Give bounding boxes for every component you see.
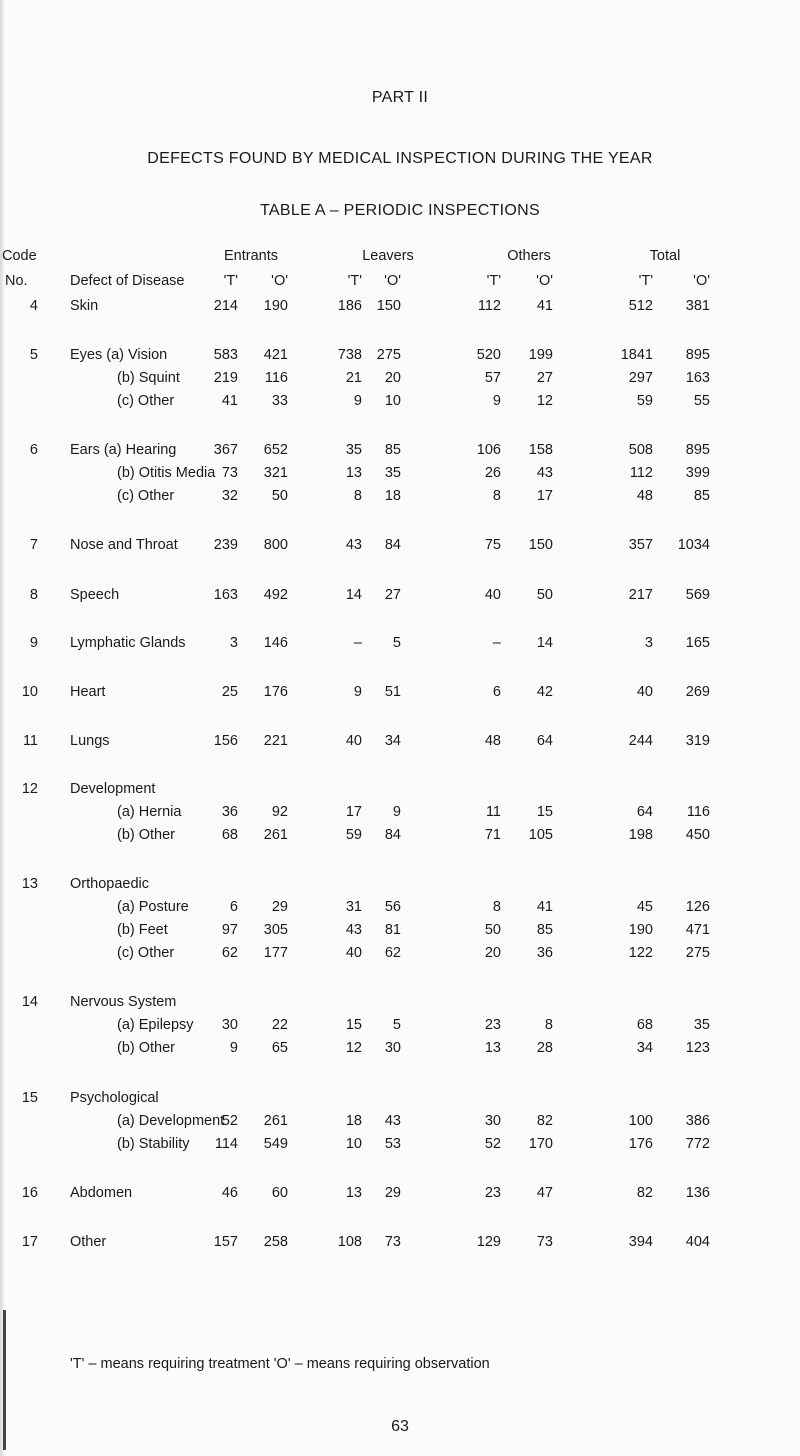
- table-cell: 3: [229, 635, 238, 651]
- table-cell: 84: [384, 537, 401, 553]
- table-cell: 176: [628, 1136, 653, 1152]
- table-cell: 219: [213, 370, 238, 386]
- table-cell: 198: [628, 827, 653, 843]
- table-cell: 17: [536, 488, 553, 504]
- row-code: 12: [21, 781, 38, 797]
- table-cell: –: [353, 635, 362, 651]
- table-cell: 48: [636, 488, 653, 504]
- table-cell: 97: [221, 922, 238, 938]
- row-label: (b) Squint: [117, 370, 180, 386]
- table-cell: 46: [221, 1185, 238, 1201]
- table-cell: 30: [221, 1017, 238, 1033]
- table-cell: 23: [484, 1017, 501, 1033]
- table-cell: 6: [229, 899, 238, 915]
- table-cell: 1034: [677, 537, 710, 553]
- table-cell: 26: [484, 465, 501, 481]
- row-label: Abdomen: [70, 1185, 133, 1201]
- table-cell: 51: [384, 684, 401, 700]
- table-cell: 549: [263, 1136, 288, 1152]
- table-cell: 105: [528, 827, 553, 843]
- table-cell: 56: [384, 899, 401, 915]
- table-cell: 11: [485, 804, 501, 820]
- row-code: 9: [29, 635, 38, 651]
- defect-header: Defect of Disease: [70, 273, 185, 289]
- table-cell: 30: [484, 1113, 501, 1129]
- table-cell: 772: [685, 1136, 710, 1152]
- table-cell: 82: [636, 1185, 653, 1201]
- table-cell: 116: [264, 370, 288, 386]
- table-cell: 275: [376, 347, 401, 363]
- table-cell: 508: [628, 442, 653, 458]
- table-cell: 800: [263, 537, 288, 553]
- table-cell: 8: [492, 488, 501, 504]
- table-cell: 52: [221, 1113, 238, 1129]
- table-cell: 47: [536, 1185, 553, 1201]
- table-cell: 199: [528, 347, 553, 363]
- table-cell: 367: [213, 442, 238, 458]
- subcol-header: 'O': [536, 273, 553, 289]
- table-cell: 165: [685, 635, 710, 651]
- table-cell: 23: [484, 1185, 501, 1201]
- table-cell: 27: [536, 370, 553, 386]
- table-cell: 64: [636, 804, 653, 820]
- table-cell: 112: [629, 465, 653, 481]
- row-label: Eyes (a) Vision: [70, 347, 168, 363]
- table-cell: 214: [213, 298, 238, 314]
- table-cell: 68: [636, 1017, 653, 1033]
- table-cell: 569: [685, 587, 710, 603]
- table-cell: 73: [221, 465, 238, 481]
- table-cell: 244: [628, 733, 653, 749]
- row-label: Nose and Throat: [70, 537, 178, 553]
- table-cell: 42: [536, 684, 553, 700]
- table-cell: 84: [384, 827, 401, 843]
- subcol-header: 'T': [223, 273, 238, 289]
- row-code: 8: [29, 587, 38, 603]
- table-cell: 150: [376, 298, 401, 314]
- row-code: 5: [29, 347, 38, 363]
- table-cell: 22: [271, 1017, 288, 1033]
- table-cell: 82: [536, 1113, 553, 1129]
- table-cell: 170: [528, 1136, 553, 1152]
- table-cell: 40: [636, 684, 653, 700]
- table-cell: 13: [484, 1040, 501, 1056]
- part-heading: PART II: [371, 89, 429, 106]
- table-cell: 50: [271, 488, 288, 504]
- table-cell: 81: [384, 922, 401, 938]
- table-cell: 40: [484, 587, 501, 603]
- table-cell: 29: [271, 899, 288, 915]
- table-cell: 512: [628, 298, 653, 314]
- row-label: (b) Other: [117, 1040, 176, 1056]
- page-number: 63: [391, 1418, 409, 1435]
- table-cell: 29: [384, 1185, 401, 1201]
- table-cell: 258: [263, 1234, 288, 1250]
- subcol-header: 'O': [271, 273, 288, 289]
- table-cell: 12: [345, 1040, 362, 1056]
- row-code: 17: [21, 1234, 38, 1250]
- row-code: 16: [21, 1185, 38, 1201]
- table-cell: 55: [693, 393, 710, 409]
- table-cell: 158: [528, 442, 553, 458]
- table-cell: 9: [392, 804, 401, 820]
- table-cell: 85: [693, 488, 710, 504]
- table-cell: 177: [263, 945, 288, 961]
- table-cell: 9: [492, 393, 501, 409]
- row-label: (c) Other: [117, 945, 175, 961]
- table-cell: 399: [685, 465, 710, 481]
- table-cell: 27: [384, 587, 401, 603]
- table-cell: 297: [628, 370, 653, 386]
- table-cell: 75: [484, 537, 501, 553]
- table-cell: 64: [536, 733, 553, 749]
- row-label: Development: [70, 781, 156, 797]
- subcol-header: 'O': [384, 273, 401, 289]
- table-cell: 6: [492, 684, 501, 700]
- table-cell: 305: [263, 922, 288, 938]
- table-cell: 41: [221, 393, 238, 409]
- table-cell: 13: [345, 465, 362, 481]
- table-cell: 34: [384, 733, 401, 749]
- table-cell: 150: [528, 537, 553, 553]
- group-header-leavers: Leavers: [362, 248, 414, 264]
- table-cell: 59: [345, 827, 362, 843]
- row-label: Psychological: [70, 1090, 159, 1106]
- table-cell: 176: [263, 684, 288, 700]
- row-label: Heart: [70, 684, 106, 700]
- table-cell: 895: [685, 347, 710, 363]
- table-cell: 15: [536, 804, 553, 820]
- code-header: Code: [2, 248, 37, 264]
- subcol-header: 'T': [638, 273, 653, 289]
- table-cell: 13: [345, 1185, 362, 1201]
- table-cell: 8: [492, 899, 501, 915]
- table-cell: 146: [263, 635, 288, 651]
- table-cell: 73: [384, 1234, 401, 1250]
- table-cell: 50: [536, 587, 553, 603]
- table-cell: 116: [686, 804, 710, 820]
- table-cell: 20: [384, 370, 401, 386]
- table-cell: 471: [685, 922, 710, 938]
- row-label: Lungs: [70, 733, 110, 749]
- row-code: 4: [29, 298, 38, 314]
- table-cell: 62: [384, 945, 401, 961]
- table-cell: 895: [685, 442, 710, 458]
- table-cell: 122: [628, 945, 653, 961]
- table-cell: 18: [345, 1113, 362, 1129]
- table-cell: 386: [685, 1113, 710, 1129]
- table-cell: 28: [536, 1040, 553, 1056]
- table-cell: 36: [536, 945, 553, 961]
- page-title: DEFECTS FOUND BY MEDICAL INSPECTION DURING THE YEAR: [147, 150, 653, 167]
- table-subtitle: TABLE A – PERIODIC INSPECTIONS: [260, 202, 540, 219]
- table-cell: 5: [392, 635, 401, 651]
- table-cell: 43: [345, 537, 362, 553]
- group-header-total: Total: [649, 248, 681, 264]
- row-label: Orthopaedic: [70, 876, 149, 892]
- table-cell: 3: [644, 635, 653, 651]
- table-cell: 9: [229, 1040, 238, 1056]
- table-cell: 35: [384, 465, 401, 481]
- row-label: (c) Other: [117, 488, 175, 504]
- table-cell: 53: [384, 1136, 401, 1152]
- table-cell: 492: [263, 587, 288, 603]
- table-cell: 10: [345, 1136, 362, 1152]
- row-label: (b) Otitis Media: [117, 465, 216, 481]
- row-label: Other: [70, 1234, 107, 1250]
- row-code: 7: [29, 537, 38, 553]
- row-label: Skin: [70, 298, 99, 314]
- table-cell: 100: [628, 1113, 653, 1129]
- subcol-header: 'T': [486, 273, 501, 289]
- table-cell: 12: [536, 393, 553, 409]
- row-label: (b) Feet: [117, 922, 168, 938]
- table-cell: 5: [392, 1017, 401, 1033]
- table-cell: 52: [484, 1136, 501, 1152]
- table-cell: 35: [693, 1017, 710, 1033]
- table-cell: 321: [263, 465, 288, 481]
- table-cell: 114: [214, 1136, 238, 1152]
- table-cell: 129: [476, 1234, 501, 1250]
- table-cell: 112: [477, 298, 501, 314]
- row-label: (a) Hernia: [117, 804, 182, 820]
- table-cell: 157: [213, 1234, 238, 1250]
- table-cell: 71: [484, 827, 501, 843]
- table-cell: 68: [221, 827, 238, 843]
- table-cell: 17: [345, 804, 362, 820]
- footnote: 'T' – means requiring treatment 'O' – means requiring observation: [70, 1356, 490, 1372]
- row-label: (b) Stability: [117, 1136, 190, 1152]
- row-code: 13: [21, 876, 38, 892]
- code-no-header: No.: [5, 273, 28, 289]
- table-cell: 35: [345, 442, 362, 458]
- table-cell: 239: [213, 537, 238, 553]
- table-cell: 43: [384, 1113, 401, 1129]
- table-cell: 15: [345, 1017, 362, 1033]
- table-cell: 41: [536, 899, 553, 915]
- table-cell: 50: [484, 922, 501, 938]
- table-cell: 14: [536, 635, 553, 651]
- table-cell: 221: [263, 733, 288, 749]
- table-cell: 261: [263, 827, 288, 843]
- table-cell: 60: [271, 1185, 288, 1201]
- table-cell: 163: [213, 587, 238, 603]
- table-cell: 269: [685, 684, 710, 700]
- table-cell: 190: [628, 922, 653, 938]
- row-label: Speech: [70, 587, 120, 603]
- table-cell: 738: [337, 347, 362, 363]
- table-cell: 123: [685, 1040, 710, 1056]
- table-cell: 43: [536, 465, 553, 481]
- table-cell: 30: [384, 1040, 401, 1056]
- table-cell: 18: [384, 488, 401, 504]
- table-cell: 33: [271, 393, 288, 409]
- table-cell: 10: [384, 393, 401, 409]
- table-cell: 108: [337, 1234, 362, 1250]
- table-cell: 32: [221, 488, 238, 504]
- row-label: (a) Development: [117, 1113, 225, 1129]
- table-cell: 319: [685, 733, 710, 749]
- table-cell: 43: [345, 922, 362, 938]
- row-label: (c) Other: [117, 393, 175, 409]
- subcol-header: 'O': [693, 273, 710, 289]
- group-header-others: Others: [507, 248, 551, 264]
- table-cell: 9: [353, 393, 362, 409]
- table-cell: 21: [345, 370, 362, 386]
- table-cell: 34: [636, 1040, 653, 1056]
- table-cell: 41: [536, 298, 553, 314]
- table-cell: 156: [213, 733, 238, 749]
- table-cell: 59: [636, 393, 653, 409]
- table-cell: 186: [337, 298, 362, 314]
- table-cell: 190: [263, 298, 288, 314]
- table-cell: 136: [685, 1185, 710, 1201]
- table-cell: 45: [636, 899, 653, 915]
- table-cell: 652: [263, 442, 288, 458]
- table-cell: 48: [484, 733, 501, 749]
- table-cell: 163: [685, 370, 710, 386]
- table-cell: 92: [271, 804, 288, 820]
- table-cell: 14: [345, 587, 362, 603]
- table-cell: 275: [685, 945, 710, 961]
- table-cell: 8: [353, 488, 362, 504]
- table-cell: 85: [384, 442, 401, 458]
- table-cell: 40: [345, 733, 362, 749]
- subcol-header: 'T': [347, 273, 362, 289]
- table-cell: 40: [345, 945, 362, 961]
- table-cell: 36: [221, 804, 238, 820]
- row-label: Nervous System: [70, 994, 177, 1010]
- table-cell: 9: [353, 684, 362, 700]
- row-label: (a) Epilepsy: [117, 1017, 194, 1033]
- table-cell: 57: [484, 370, 501, 386]
- row-code: 15: [21, 1090, 38, 1106]
- table-cell: 126: [685, 899, 710, 915]
- table-cell: 421: [263, 347, 288, 363]
- table-cell: 106: [476, 442, 501, 458]
- row-label: Lymphatic Glands: [70, 635, 186, 651]
- table-cell: 20: [484, 945, 501, 961]
- table-cell: 1841: [620, 347, 653, 363]
- group-header-entrants: Entrants: [224, 248, 278, 264]
- table-cell: 8: [544, 1017, 553, 1033]
- row-code: 11: [22, 733, 38, 749]
- row-label: Ears (a) Hearing: [70, 442, 177, 458]
- row-code: 14: [21, 994, 38, 1010]
- table-cell: 261: [263, 1113, 288, 1129]
- table-cell: 583: [213, 347, 238, 363]
- row-code: 6: [29, 442, 38, 458]
- table-cell: 217: [628, 587, 653, 603]
- row-label: (a) Posture: [117, 899, 189, 915]
- table-cell: 31: [345, 899, 362, 915]
- table-cell: 73: [536, 1234, 553, 1250]
- table-cell: 357: [628, 537, 653, 553]
- table-cell: 450: [685, 827, 710, 843]
- table-cell: 25: [221, 684, 238, 700]
- table-cell: 394: [628, 1234, 653, 1250]
- table-cell: 520: [476, 347, 501, 363]
- table-cell: 85: [536, 922, 553, 938]
- row-code: 10: [21, 684, 38, 700]
- table-cell: 62: [221, 945, 238, 961]
- row-label: (b) Other: [117, 827, 176, 843]
- table-cell: –: [492, 635, 501, 651]
- table-cell: 404: [685, 1234, 710, 1250]
- table-cell: 381: [685, 298, 710, 314]
- table-cell: 65: [271, 1040, 288, 1056]
